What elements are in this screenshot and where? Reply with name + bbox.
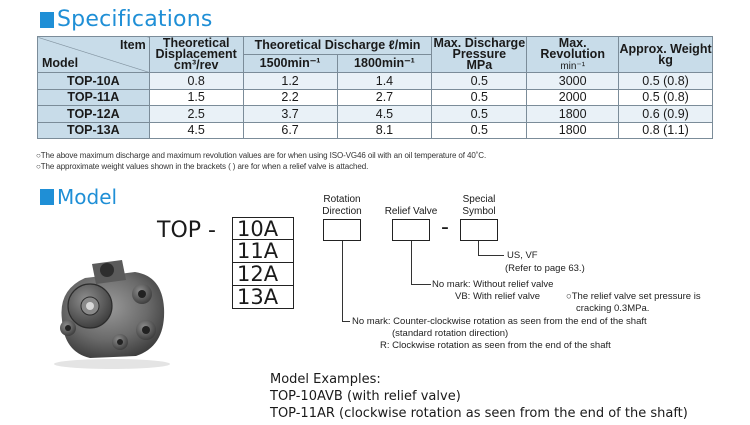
header-revolution-unit: min⁻¹	[560, 60, 586, 72]
header-pressure-unit: MPa	[466, 58, 493, 72]
special-symbol-options: US, VF	[507, 250, 538, 261]
table-row	[38, 106, 713, 123]
header-weight	[619, 37, 713, 73]
cell-weight: 0.8 (1.1)	[619, 122, 713, 139]
cell-q1500: 1.2	[243, 73, 337, 90]
cell-q1800: 4.5	[337, 106, 432, 123]
special-symbol-reference: (Refer to page 63.)	[505, 263, 585, 274]
leader-line	[478, 241, 479, 255]
cell-revolution: 2000	[527, 89, 619, 106]
header-revolution-label: Max. Revolution	[540, 35, 605, 61]
size-code: 10A	[232, 217, 294, 240]
header-displacement	[149, 37, 243, 73]
relief-note-pressure: cracking 0.3MPa.	[576, 303, 650, 314]
cell-q1500: 3.7	[243, 106, 337, 123]
cell-q1500: 2.2	[243, 89, 337, 106]
table-corner-cell	[38, 37, 150, 73]
cell-displacement: 0.8	[149, 73, 243, 90]
specification-notes	[36, 150, 486, 172]
cell-q1800: 8.1	[337, 122, 432, 139]
cell-pressure: 0.5	[432, 89, 527, 106]
size-code: 13A	[232, 286, 294, 309]
rotation-standard: (standard rotation direction)	[392, 328, 509, 339]
label-rotation-direction: Rotation Direction	[322, 194, 362, 217]
corner-item-label: Item	[119, 38, 146, 52]
table-row	[38, 73, 713, 90]
leader-line	[342, 321, 350, 322]
cell-q1800: 1.4	[337, 73, 432, 90]
header-discharge-1800: 1800min⁻¹	[337, 55, 432, 73]
header-revolution	[527, 37, 619, 73]
size-code: 12A	[232, 263, 294, 286]
size-code-list	[232, 217, 294, 309]
separator-dash: -	[441, 215, 449, 240]
cell-revolution: 1800	[527, 122, 619, 139]
rotation-no-mark: No mark: Counter-clockwise rotation as seen from the end of the shaft	[352, 316, 647, 327]
model-examples	[270, 371, 688, 422]
cell-weight: 0.5 (0.8)	[619, 73, 713, 90]
relief-vb: VB: With relief valve	[455, 291, 540, 302]
cell-q1500: 6.7	[243, 122, 337, 139]
cell-pressure: 0.5	[432, 122, 527, 139]
relief-note: ○The relief valve set pressure is	[566, 291, 701, 302]
heading-square-icon	[40, 12, 54, 28]
leader-line	[478, 255, 504, 256]
leader-line	[411, 241, 412, 284]
note-line: ○The above maximum discharge and maximum revolution values are for when using ISO-VG46 oil with an oil temperature of 40˚C.	[36, 151, 487, 160]
heading-square-icon	[40, 189, 54, 205]
specifications-table	[37, 36, 713, 139]
header-discharge: Theoretical Discharge ℓ/min	[243, 37, 432, 55]
model-prefix: TOP -	[157, 218, 216, 243]
cell-model: TOP-13A	[38, 122, 150, 139]
cell-pressure: 0.5	[432, 73, 527, 90]
label-relief-valve: Relief Valve	[384, 206, 438, 217]
pump-photo	[40, 250, 180, 370]
rotation-direction-slot	[323, 219, 361, 241]
model-title: Model	[57, 185, 118, 209]
specifications-title: Specifications	[57, 7, 213, 32]
cell-displacement: 1.5	[149, 89, 243, 106]
relief-no-mark: No mark: Without relief valve	[432, 279, 554, 290]
cell-q1800: 2.7	[337, 89, 432, 106]
special-symbol-slot	[460, 219, 498, 241]
header-discharge-1500: 1500min⁻¹	[243, 55, 337, 73]
rotation-r: R: Clockwise rotation as seen from the end of the shaft	[380, 340, 611, 351]
header-pressure	[432, 37, 527, 73]
header-weight-unit: kg	[658, 52, 673, 67]
cell-model: TOP-12A	[38, 106, 150, 123]
table-row	[38, 122, 713, 139]
cell-model: TOP-11A	[38, 89, 150, 106]
example-line: TOP-11AR (clockwise rotation as seen from the end of the shaft)	[270, 406, 688, 421]
note-line: ○The approximate weight values shown in the brackets ( ) are for when a relief valve is attached.	[36, 162, 369, 171]
cell-pressure: 0.5	[432, 106, 527, 123]
header-displacement-label: Theoretical Displacement	[155, 36, 237, 61]
header-displacement-unit: cm³/rev	[173, 58, 219, 72]
cell-weight: 0.6 (0.9)	[619, 106, 713, 123]
leader-line	[342, 241, 343, 321]
table-row	[38, 89, 713, 106]
example-line: TOP-10AVB (with relief valve)	[270, 389, 461, 404]
size-code: 11A	[232, 240, 294, 263]
leader-line	[411, 284, 431, 285]
header-pressure-label: Max. Discharge Pressure	[433, 36, 526, 61]
cell-revolution: 1800	[527, 106, 619, 123]
relief-valve-slot	[392, 219, 430, 241]
cell-displacement: 2.5	[149, 106, 243, 123]
cell-revolution: 3000	[527, 73, 619, 90]
cell-model: TOP-10A	[38, 73, 150, 90]
model-heading	[40, 185, 117, 209]
cell-displacement: 4.5	[149, 122, 243, 139]
corner-model-label: Model	[42, 56, 79, 70]
header-weight-label: Approx. Weight	[619, 41, 712, 56]
cell-weight: 0.5 (0.8)	[619, 89, 713, 106]
examples-title: Model Examples:	[270, 372, 381, 387]
label-special-symbol: Special Symbol	[462, 194, 496, 217]
specifications-heading	[40, 7, 213, 32]
